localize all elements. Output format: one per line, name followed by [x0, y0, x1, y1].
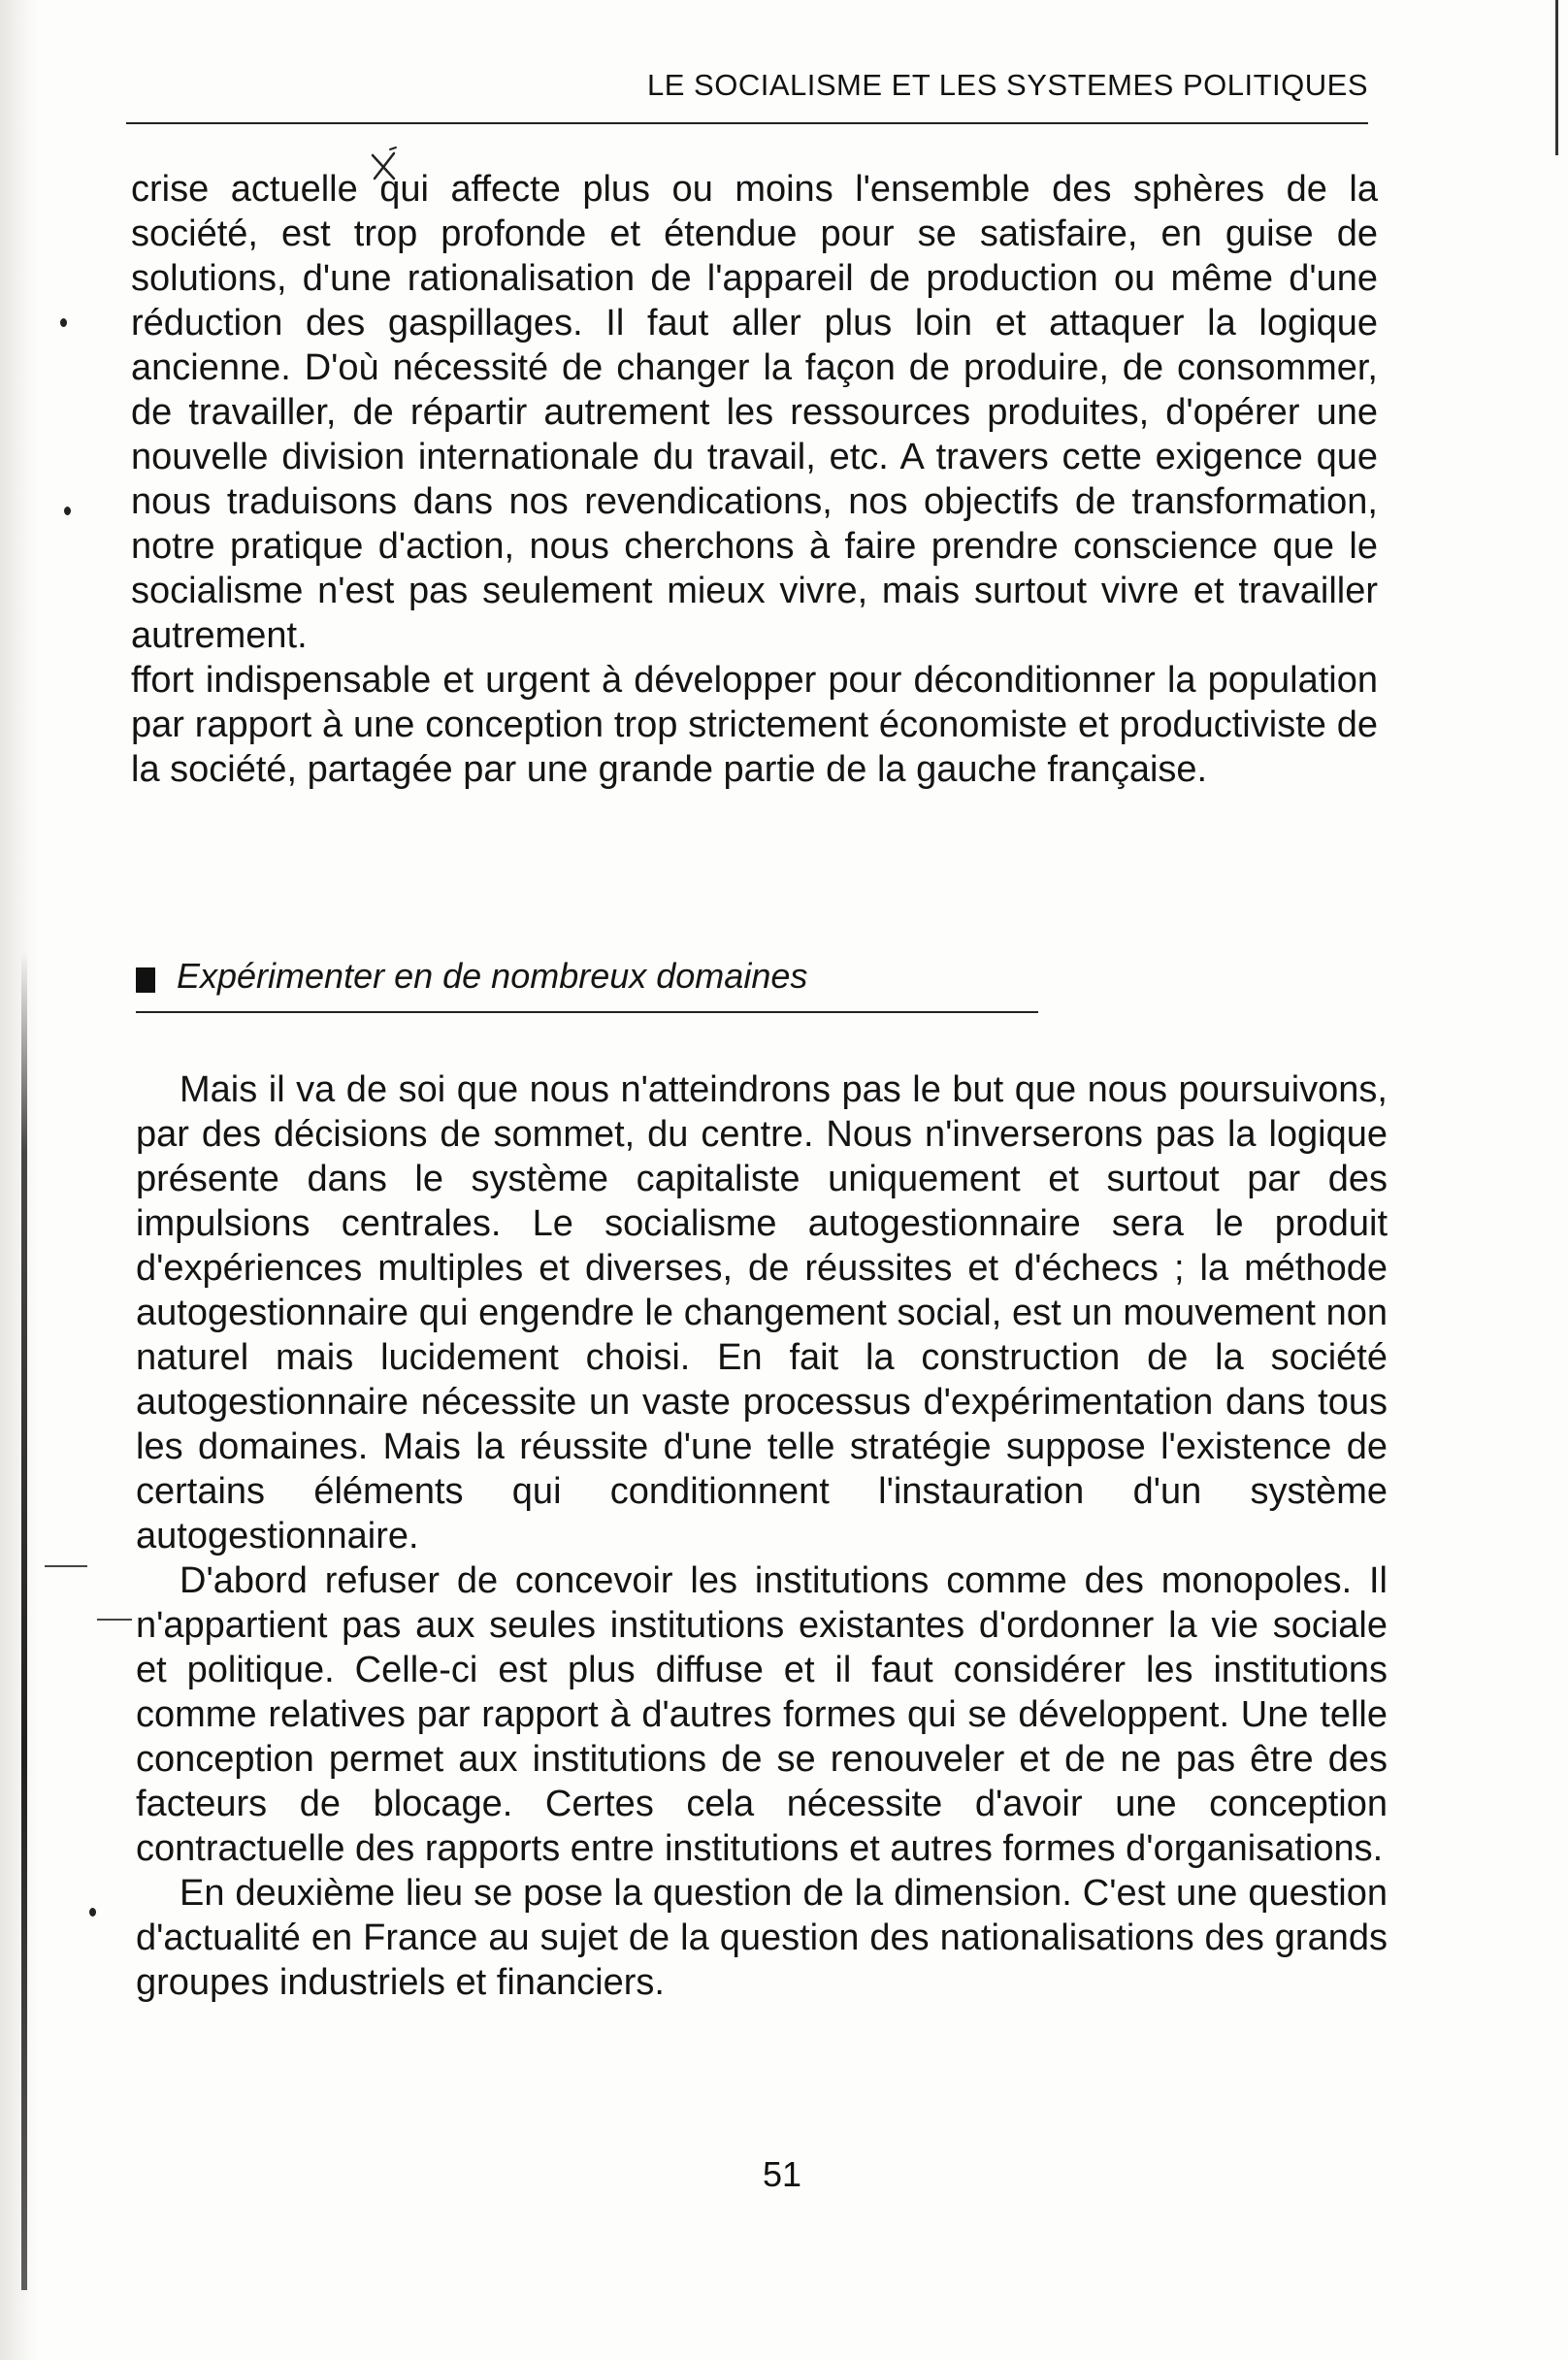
margin-dot — [60, 318, 67, 327]
running-header — [126, 68, 1368, 116]
margin-dot — [89, 1908, 96, 1917]
section-heading — [136, 956, 1038, 1014]
bullet-square-icon — [136, 967, 155, 993]
paragraph: crise actuelle qui affecte plus ou moins l'ensemble des sphères de la société, est trop profonde et étendue pour se satisfaire, en guise de solutions, d'une rationalisation de l'appareil de production ou même d'une réduction des gaspillages. Il faut aller plus loin et attaquer la logique ancienne. D'où nécessité de changer la façon de produire, de consommer, de travailler, de répartir autrement les ressources produites, d'opérer une nouvelle division internationale du travail, etc. A travers cette exigence que nous traduisons dans nos revendications, nos objectifs de transformation, notre pratique d'action, nous cherchons à faire prendre conscience que le socialisme n'est pas seulement mieux vivre, mais surtout vivre et travailler autrement. — [131, 169, 1378, 656]
paragraph: D'abord refuser de concevoir les institutions comme des monopoles. Il n'appartient pas aux seules institutions existantes d'ordonner la vie sociale et politique. Celle-ci est plus diffuse et il faut considérer les institutions comme relatives par rapport à d'autres formes qui se développent. Une telle conception permet aux institutions de se renouveler et de ne pas être des facteurs de blocage. Certes cela nécessite d'avoir une conception contractuelle des rapports entre institutions et autres formes d'organisations. — [136, 1560, 1388, 1869]
opening-text-block — [131, 167, 1378, 792]
margin-dash — [97, 1619, 132, 1621]
paragraph: En deuxième lieu se pose la question de la dimension. C'est une question d'actualité en France au sujet de la question des nationalisations des grands groupes industriels et financiers. — [136, 1873, 1388, 2003]
running-title: LE SOCIALISME ET LES SYSTEMES POLITIQUES — [647, 68, 1368, 102]
binding-edge — [0, 0, 39, 2360]
binding-shadow — [21, 951, 27, 2290]
page-number: 51 — [763, 2154, 802, 2194]
margin-dot — [64, 507, 71, 515]
paragraph: ffort indispensable et urgent à développer pour déconditionner la population par rapport à une conception trop strictement économiste et productiviste de la société, partagée par une grande partie de la gauche française. — [131, 660, 1378, 790]
header-rule — [126, 122, 1368, 124]
paragraph: Mais il va de soi que nous n'atteindrons pas le but que nous poursuivons, par des décisions de sommet, du centre. Nous n'inverserons pas la logique présente dans le système capitaliste uniquement et surtout par des impulsions centrales. Le socialisme autogestionnaire sera le produit d'expériences multiples et diverses, de réussites et d'échecs ; la méthode autogestionnaire qui engendre le changement social, est un mouvement non naturel mais lucidement choisi. En fait la construction de la société autogestionnaire nécessite un vaste processus d'expérimentation dans tous les domaines. Mais la réussite d'une telle stratégie suppose l'existence de certains éléments qui conditionnent l'instauration d'un système autogestionnaire. — [136, 1069, 1388, 1557]
page-edge-line — [1555, 0, 1558, 155]
heading-rule — [136, 1011, 1038, 1013]
section-text-block — [136, 1067, 1388, 2005]
section-heading-text: Expérimenter en de nombreux domaines — [177, 956, 808, 996]
margin-dash — [45, 1565, 87, 1567]
